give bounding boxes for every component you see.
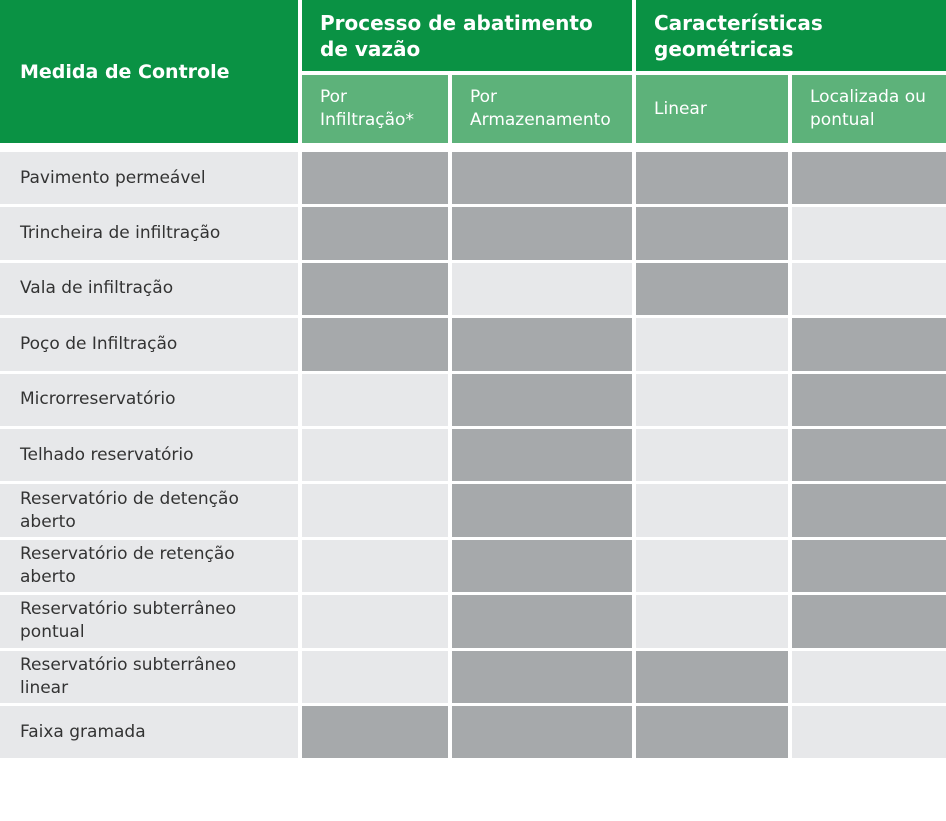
table-cell-marked	[302, 149, 448, 204]
table-cell-marked	[792, 537, 946, 592]
table-cell-empty	[636, 426, 788, 481]
table-cell-marked	[452, 481, 632, 536]
table-cell-marked	[452, 537, 632, 592]
table-cell-empty	[792, 703, 946, 758]
subheader-linear: Linear	[636, 75, 788, 143]
row-label: Vala de infiltração	[0, 260, 298, 315]
row-label: Microrreservatório	[0, 371, 298, 426]
row-label: Faixa gramada	[0, 703, 298, 758]
subheader-storage: Por Armazenamento	[452, 75, 632, 143]
table-cell-marked	[792, 592, 946, 647]
table-cell-marked	[302, 204, 448, 259]
table-cell-marked	[792, 315, 946, 370]
table-cell-marked	[636, 703, 788, 758]
table-cell-marked	[452, 149, 632, 204]
table-cell-empty	[302, 481, 448, 536]
table-cell-empty	[302, 426, 448, 481]
row-label: Reservatório subterrâneo linear	[0, 648, 298, 703]
table-cell-marked	[636, 149, 788, 204]
table-cell-marked	[452, 204, 632, 259]
table-cell-marked	[636, 204, 788, 259]
table-cell-empty	[636, 537, 788, 592]
table-cell-empty	[302, 592, 448, 647]
header-geometric-characteristics: Características geométricas	[636, 0, 946, 71]
header-control-measure: Medida de Controle	[0, 0, 298, 143]
table-cell-empty	[636, 481, 788, 536]
table-cell-empty	[302, 371, 448, 426]
table-cell-marked	[302, 703, 448, 758]
row-label: Trincheira de infiltração	[0, 204, 298, 259]
table-cell-marked	[302, 315, 448, 370]
table-cell-marked	[792, 481, 946, 536]
table-cell-empty	[452, 260, 632, 315]
table-cell-marked	[452, 648, 632, 703]
subheader-localized: Localizada ou pontual	[792, 75, 946, 143]
table-cell-marked	[792, 371, 946, 426]
table-cell-empty	[302, 648, 448, 703]
row-label: Telhado reservatório	[0, 426, 298, 481]
table-cell-empty	[792, 204, 946, 259]
row-label: Reservatório subterrâneo pontual	[0, 592, 298, 647]
table-cell-empty	[792, 648, 946, 703]
table-cell-marked	[452, 592, 632, 647]
table-cell-marked	[452, 703, 632, 758]
table-cell-empty	[302, 537, 448, 592]
row-label: Reservatório de retenção aberto	[0, 537, 298, 592]
table-cell-marked	[452, 426, 632, 481]
header-flow-reduction-process: Processo de abatimento de vazão	[302, 0, 632, 71]
subheader-infiltration: Por Infiltração*	[302, 75, 448, 143]
table-cell-empty	[636, 592, 788, 647]
row-label: Poço de Infiltração	[0, 315, 298, 370]
table-cell-marked	[792, 426, 946, 481]
table-cell-marked	[792, 149, 946, 204]
row-label: Pavimento permeável	[0, 149, 298, 204]
row-label: Reservatório de detenção aberto	[0, 481, 298, 536]
table-cell-marked	[452, 371, 632, 426]
table-cell-empty	[792, 260, 946, 315]
table-cell-empty	[636, 315, 788, 370]
table-cell-marked	[452, 315, 632, 370]
table-cell-marked	[636, 648, 788, 703]
table-cell-empty	[636, 371, 788, 426]
table-cell-marked	[302, 260, 448, 315]
table-cell-marked	[636, 260, 788, 315]
